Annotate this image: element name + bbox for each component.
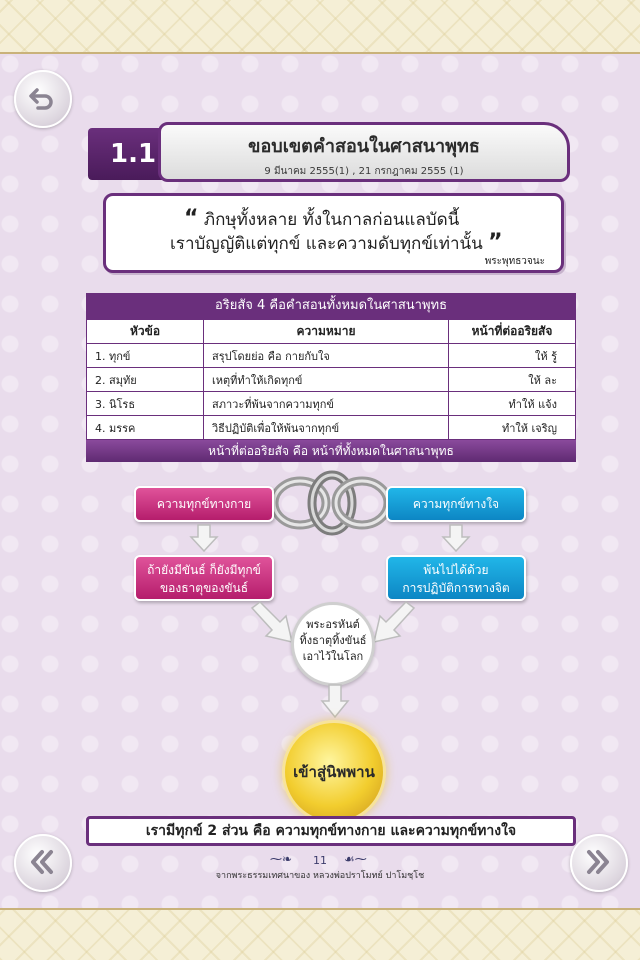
down-arrow-icon (189, 524, 219, 552)
section-number: 1.1 (88, 128, 168, 180)
quote-open-mark: “ (184, 206, 199, 231)
back-arrow-icon (28, 84, 56, 112)
down-arrow-icon (320, 684, 350, 718)
arahant-circle (291, 602, 375, 686)
table-footer: หน้าที่ต่ออริยสัจ คือ หน้าที่ทั้งหมดในศาสนาพุทธ (86, 440, 576, 462)
quote-source: พระพุทธวจนะ (484, 256, 545, 267)
table-row (87, 344, 576, 368)
table-body (86, 319, 576, 440)
previous-page-button[interactable] (14, 834, 72, 892)
section-title: ขอบเขตคำสอนในศาสนาพุทธ (248, 136, 480, 157)
cell-duty: ทำให้ แจ้ง (449, 392, 576, 416)
page-footer: จากพระธรรมเทศนาของ หลวงพ่อปราโมทย์ ปาโมชฺโช (215, 871, 425, 881)
cell-duty: ให้ รู้ (449, 344, 576, 368)
diagonal-arrow-icon (370, 600, 416, 644)
quote-box (103, 193, 564, 273)
mind-result-line-2: การปฏิบัติการทางจิต (402, 581, 510, 595)
mind-result-box (386, 555, 526, 601)
nibbana-circle: เข้าสู่นิพพาน (282, 720, 386, 824)
cell-topic: 1. ทุกข์ (87, 344, 204, 368)
section-header (158, 122, 570, 182)
section-date: 9 มีนาคม 2555(1) , 21 กรกฎาคม 2555 (1) (264, 166, 464, 177)
header-meaning: ความหมาย (204, 320, 449, 344)
quote-line-1: ภิกษุทั้งหลาย ทั้งในกาลก่อนแลบัดนี้ (203, 210, 460, 230)
body-suffering-box: ความทุกข์ทางกาย (134, 486, 274, 522)
diagonal-arrow-icon (250, 600, 296, 644)
chain-link-icon (264, 470, 398, 536)
header-topic: หัวข้อ (87, 320, 204, 344)
quote-close-mark: ” (488, 230, 503, 255)
ornament-left-icon: ⁓❧ (270, 852, 293, 866)
table-row (87, 368, 576, 392)
mind-result-line-1: พ้นไปได้ด้วย (423, 563, 489, 577)
noble-truths-table (86, 293, 576, 462)
body-result-line-1: ถ้ายังมีขันธ์ ก็ยังมีทุกข์ (147, 563, 261, 577)
cell-meaning: สภาวะที่พ้นจากความทุกข์ (204, 392, 449, 416)
arahant-line-3: เอาไว้ในโลก (302, 650, 364, 663)
down-arrow-icon (441, 524, 471, 552)
cell-meaning: เหตุที่ทำให้เกิดทุกข์ (204, 368, 449, 392)
table-row (87, 392, 576, 416)
table-title: อริยสัจ 4 คือคำสอนทั้งหมดในศาสนาพุทธ (86, 293, 576, 319)
cell-meaning: วิธีปฏิบัติเพื่อให้พ้นจากทุกข์ (204, 416, 449, 440)
summary-box: เรามีทุกข์ 2 ส่วน คือ ความทุกข์ทางกาย และความทุกข์ทางใจ (86, 816, 576, 846)
cell-duty: ทำให้ เจริญ (449, 416, 576, 440)
table-row (87, 416, 576, 440)
mind-suffering-box: ความทุกข์ทางใจ (386, 486, 526, 522)
header-duty: หน้าที่ต่ออริยสัจ (449, 320, 576, 344)
ornament-right-icon: ☙⁓ (344, 852, 367, 866)
cell-topic: 2. สมุทัย (87, 368, 204, 392)
arahant-line-1: พระอรหันต์ (306, 618, 360, 631)
table-header-row (87, 320, 576, 344)
page-number: 11 (313, 854, 327, 867)
back-button[interactable] (14, 70, 72, 128)
cell-meaning: สรุปโดยย่อ คือ กายกับใจ (204, 344, 449, 368)
body-result-line-2: ของธาตุของขันธ์ (159, 581, 249, 595)
cell-duty: ให้ ละ (449, 368, 576, 392)
arahant-line-2: ทิ้งธาตุทิ้งขันธ์ (299, 634, 367, 647)
cell-topic: 4. มรรค (87, 416, 204, 440)
cell-topic: 3. นิโรธ (87, 392, 204, 416)
next-page-button[interactable] (570, 834, 628, 892)
quote-line-2: เราบัญญัติแต่ทุกข์ และความดับทุกข์เท่านั้น (170, 234, 483, 254)
body-result-box (134, 555, 274, 601)
